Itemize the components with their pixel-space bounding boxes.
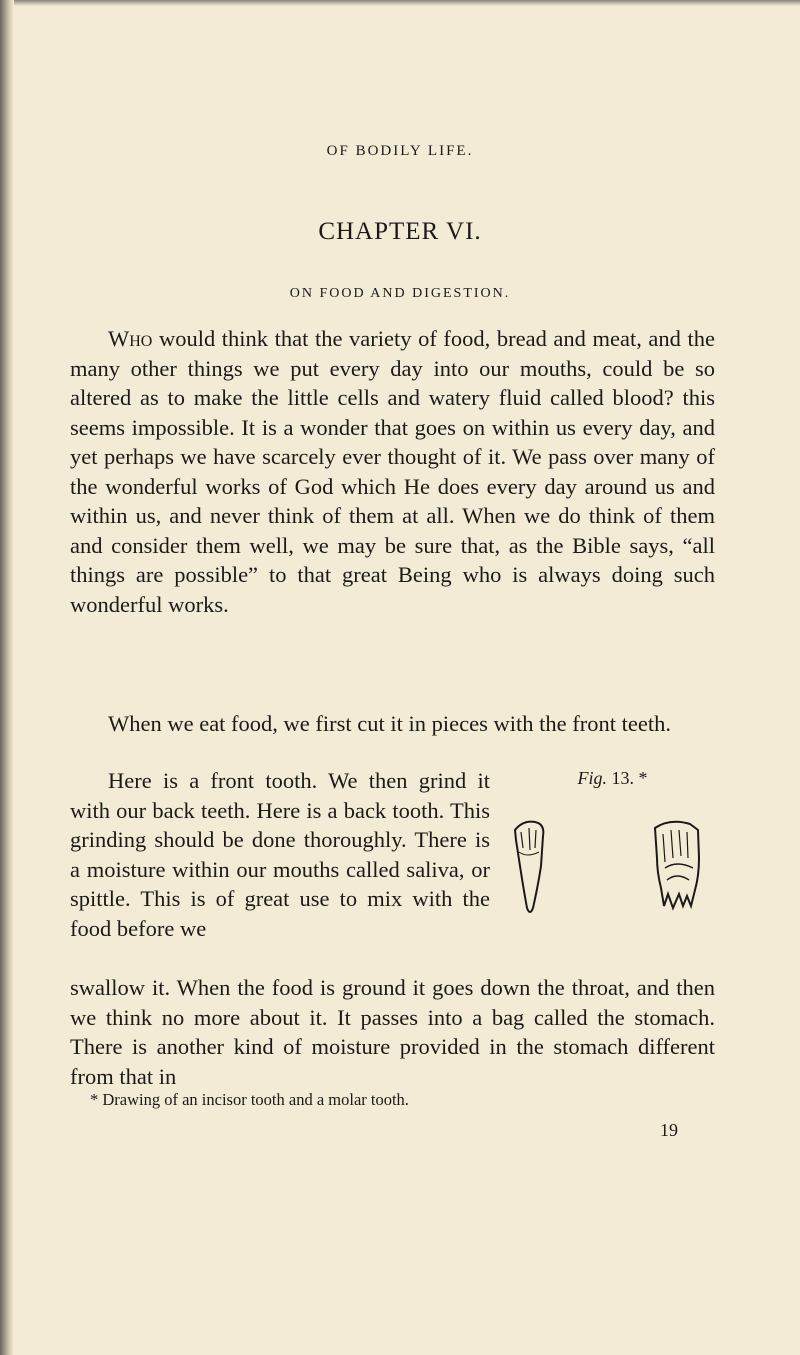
molar-tooth-icon: [655, 822, 699, 908]
figure-label: Fig.: [577, 768, 607, 788]
paragraph-1: [70, 324, 715, 619]
paragraph-2: When we eat food, we first cut it in pieces with the front teeth.: [108, 711, 671, 736]
page-number: 19: [660, 1120, 678, 1140]
figure-13: [505, 768, 720, 968]
paragraph-lead-word: Who: [108, 326, 153, 351]
figure-number: 13.: [611, 768, 634, 788]
paragraph-3: Here is a front tooth. We then grind it with our back teeth. Here is a back tooth. This grinding should be done thoroughly. There is a moisture within our mouths called saliva, or spittle. This is of great use to mix with the food before we: [70, 768, 490, 941]
running-head: OF BODILY LIFE.: [326, 143, 474, 159]
chapter-title: CHAPTER VI.: [318, 218, 482, 245]
page-top-edge: [0, 0, 800, 6]
footnote: * Drawing of an incisor tooth and a molar tooth.: [90, 1090, 409, 1109]
binding-shadow: [0, 0, 14, 1355]
incisor-tooth-icon: [515, 822, 543, 912]
section-title: ON FOOD AND DIGESTION.: [289, 286, 511, 301]
paragraph-1-text: would think that the variety of food, bread and meat, and the many other things we put every day into our mouths, could be so altered as to make the little cells and watery fluid called blood? this seems impossible. It is a wonder that goes on within us every day, and yet perhaps we have scarcely ever thought of it. We pass over many of the wonderful works of God which He does every day around us and within us, and never think of them at all. When we do think of them and consider them well, we may be sure that, as the Bible says, “all things are possible” to that great Being who is always doing such wonderful works.: [70, 326, 715, 617]
paragraph-4: swallow it. When the food is ground it goes down the throat, and then we think no more about it. It passes into a bag called the stomach. There is another kind of moisture provided in the stomach different from that in: [70, 975, 715, 1089]
figure-marker: *: [638, 768, 648, 788]
